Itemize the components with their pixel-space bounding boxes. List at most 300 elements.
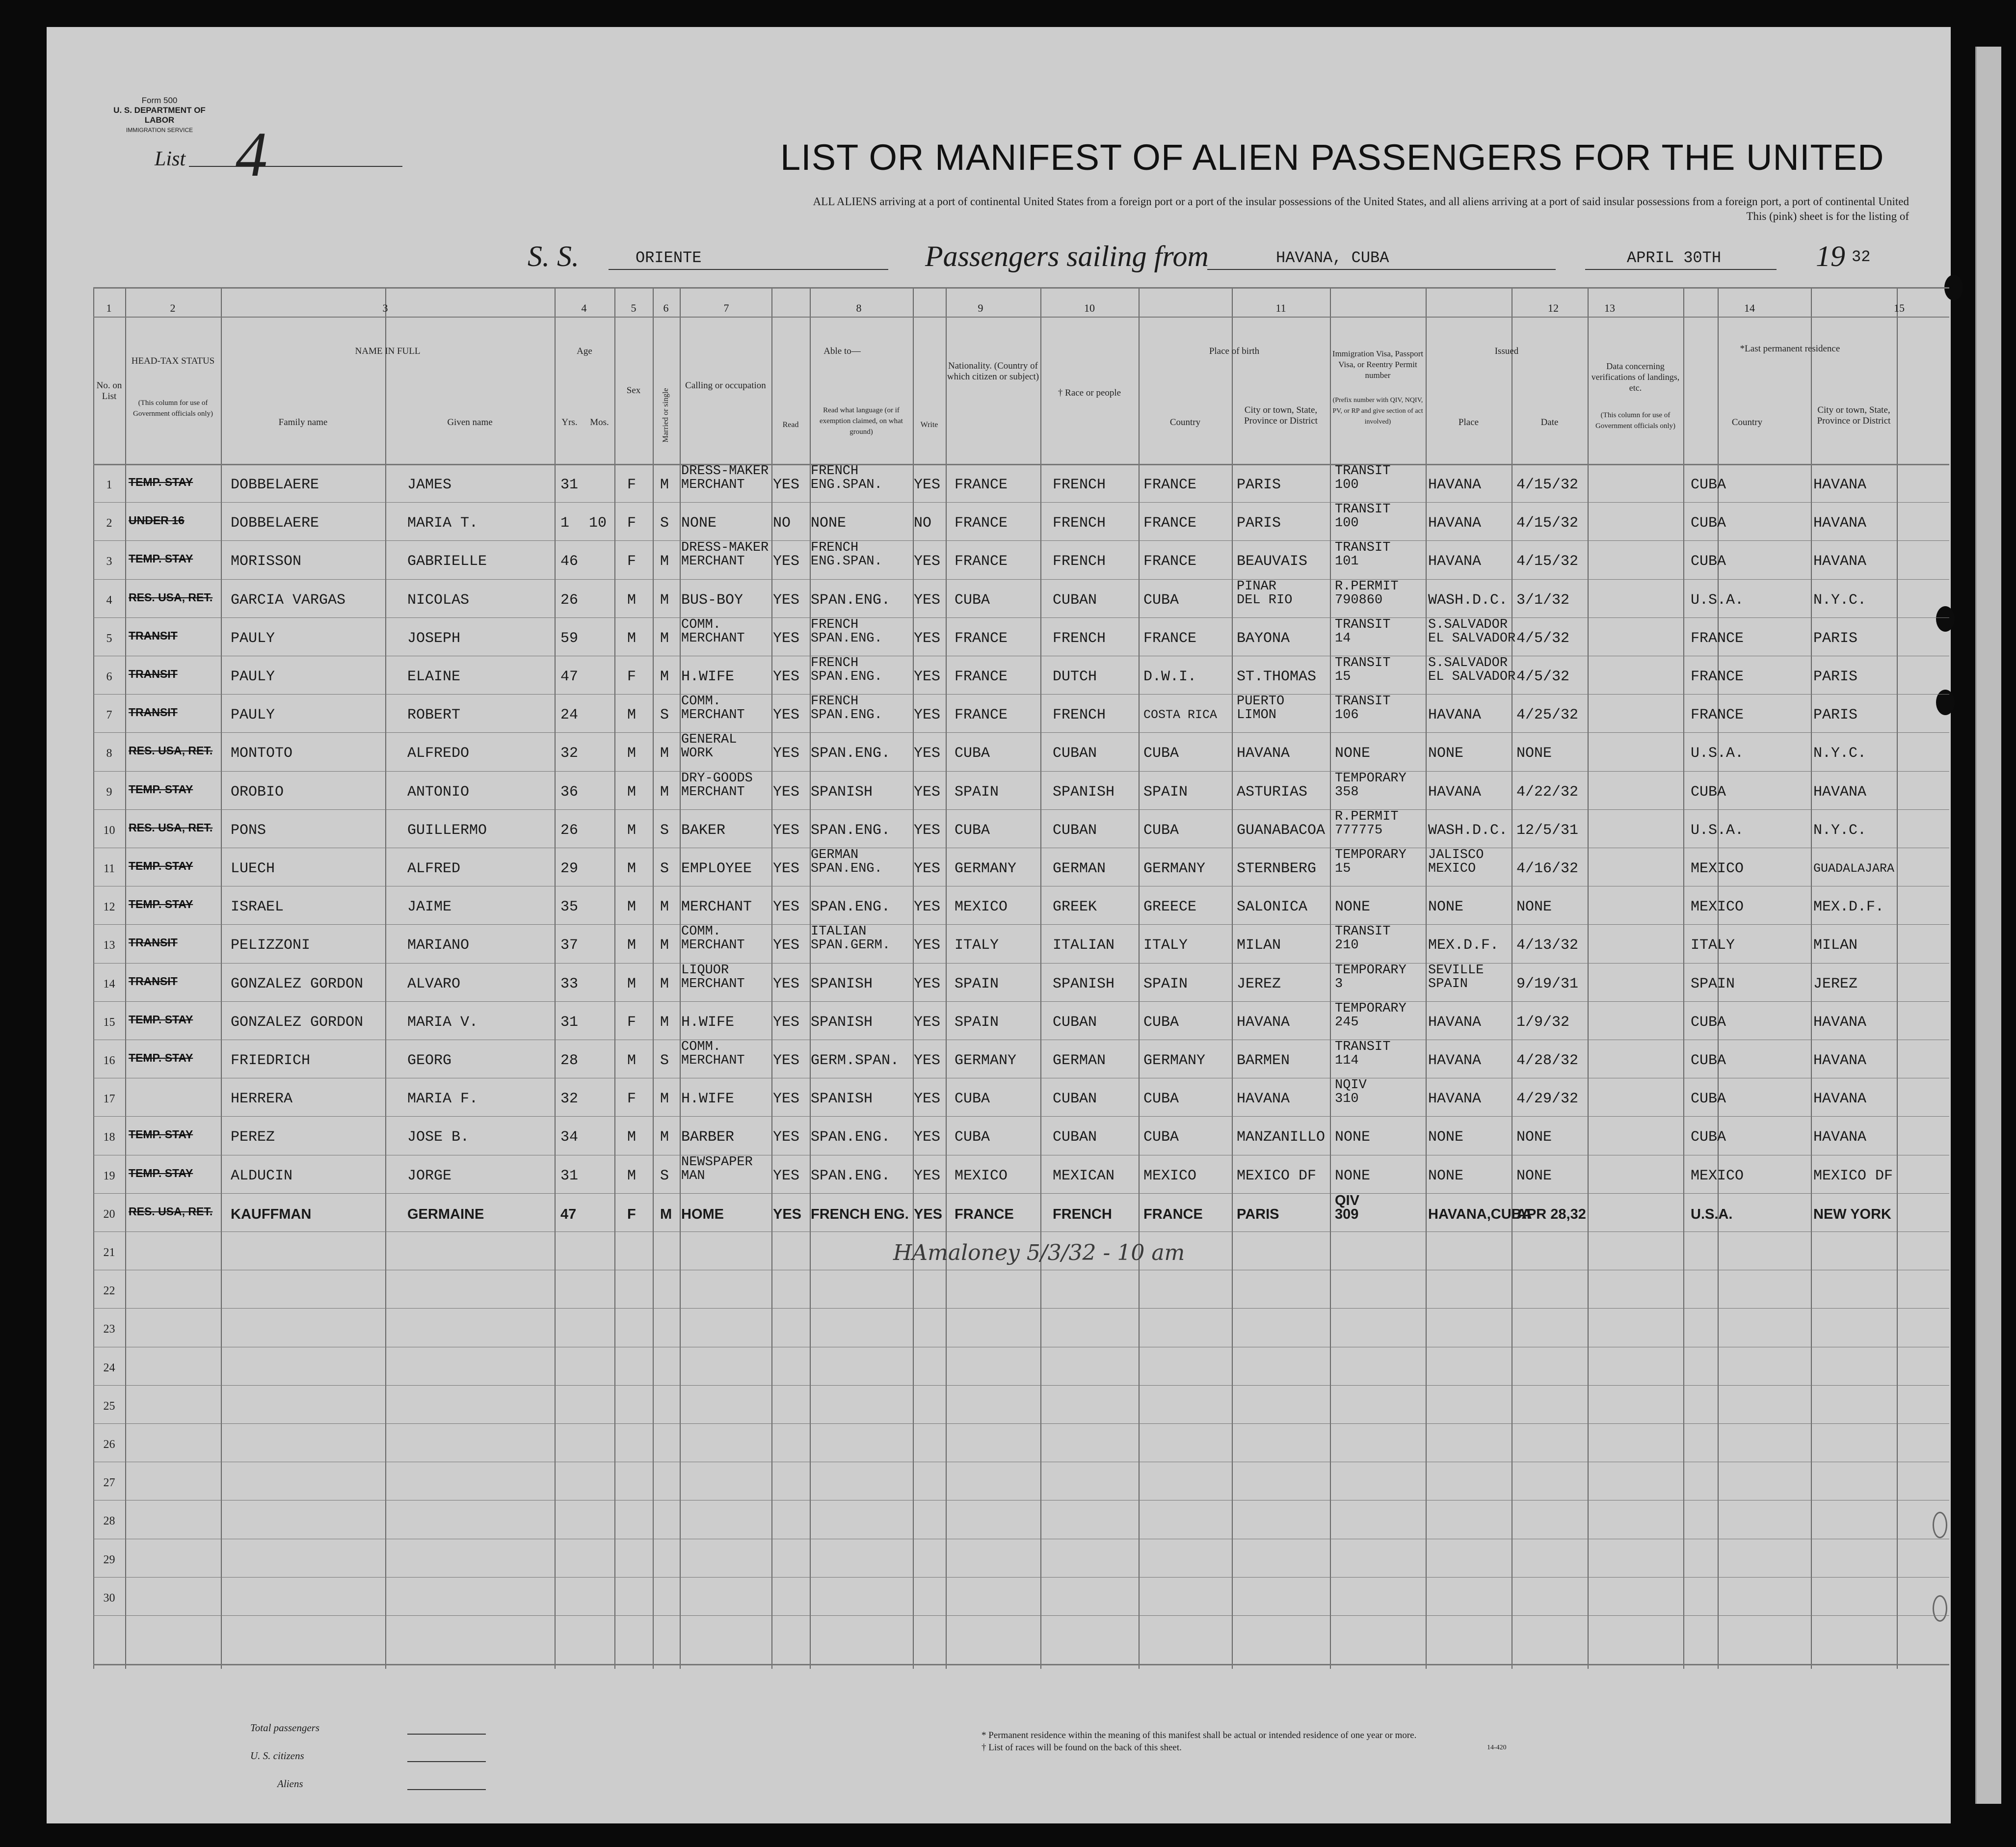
- total-line: [407, 1734, 486, 1735]
- header-able-to: Able to—: [823, 346, 861, 356]
- read-language: SPANISH: [811, 783, 873, 801]
- can-read: YES: [773, 1129, 800, 1146]
- header-head-tax-note: (This column for use of Government officials only): [133, 399, 213, 418]
- residence-city: PARIS: [1813, 707, 1858, 724]
- occupation: MERCHANT: [681, 1053, 745, 1068]
- ss-label: S. S.: [528, 240, 579, 272]
- visa-number: 15: [1335, 669, 1351, 684]
- occupation: H.WIFE: [681, 669, 735, 685]
- nationality: CUBA: [955, 745, 990, 762]
- visa-number: 790860: [1335, 592, 1383, 608]
- row-rule: [93, 1231, 1949, 1232]
- race: CUBAN: [1053, 745, 1097, 762]
- read-language: SPAN.ENG.: [811, 669, 882, 684]
- head-tax-stamp: TEMP. STAY: [129, 782, 193, 796]
- nationality: FRANCE: [955, 630, 1008, 647]
- can-read: YES: [773, 975, 800, 992]
- residence-city: HAVANA: [1813, 1129, 1867, 1146]
- issue-date: NONE: [1516, 1129, 1552, 1146]
- age-years: 26: [560, 822, 579, 839]
- given-name: GERMAINE: [407, 1206, 484, 1222]
- family-name: DOBBELAERE: [231, 515, 319, 532]
- header-family-name: Family name: [278, 417, 328, 428]
- can-write: YES: [914, 1129, 941, 1146]
- race: FRENCH: [1053, 553, 1106, 570]
- age-years: 31: [560, 1014, 579, 1031]
- birth-city: HAVANA: [1237, 745, 1290, 762]
- family-name: FRIEDRICH: [231, 1052, 311, 1069]
- birth-country: GERMANY: [1143, 1052, 1206, 1069]
- marital-status: M: [660, 477, 669, 493]
- residence-country: FRANCE: [1691, 669, 1744, 685]
- header-married: Married or single: [662, 388, 670, 443]
- sex: M: [627, 783, 637, 801]
- residence-country: MEXICO: [1691, 860, 1744, 877]
- form-header: [98, 96, 221, 135]
- residence-country: U.S.A.: [1691, 745, 1744, 762]
- department: U. S. DEPARTMENT OF LABOR: [113, 106, 206, 125]
- nationality: SPAIN: [955, 783, 999, 801]
- birth-city: HAVANA: [1237, 1091, 1290, 1108]
- race: FRENCH: [1053, 477, 1106, 493]
- given-name: ANTONIO: [407, 783, 470, 801]
- row-rule: [93, 540, 1949, 541]
- can-read: YES: [773, 745, 800, 762]
- header-place: Place: [1458, 417, 1479, 428]
- given-name: JAIME: [407, 899, 452, 916]
- head-tax-stamp: TRANSIT: [129, 936, 178, 949]
- row-number: 8: [106, 747, 112, 760]
- sex: M: [627, 707, 637, 724]
- can-read: YES: [773, 477, 800, 493]
- visa-number: 106: [1335, 708, 1359, 723]
- header-read: Read: [782, 421, 799, 429]
- issue-place: HAVANA: [1428, 707, 1482, 724]
- read-language: SPAN.ENG.: [811, 708, 882, 723]
- residence-country: U.S.A.: [1691, 822, 1744, 839]
- family-name: GONZALEZ GORDON: [231, 1014, 364, 1031]
- header-city: City or town, State, Province or District: [1244, 405, 1318, 426]
- age-years: 37: [560, 937, 579, 954]
- family-name: PONS: [231, 822, 266, 839]
- header-date: Date: [1540, 417, 1559, 428]
- occupation: MERCHANT: [681, 938, 745, 953]
- birth-country: SPAIN: [1143, 783, 1188, 801]
- row-number: 10: [103, 824, 115, 837]
- family-name: PAULY: [231, 630, 275, 647]
- row-number: 18: [103, 1131, 115, 1144]
- occupation: H.WIFE: [681, 1091, 735, 1108]
- can-write: YES: [914, 975, 941, 992]
- row-number: 14: [103, 977, 115, 990]
- header-issued: Issued: [1494, 346, 1519, 356]
- occupation: MERCHANT: [681, 478, 745, 492]
- birth-country: CUBA: [1143, 1129, 1179, 1146]
- row-number: 22: [103, 1285, 115, 1298]
- marital-status: M: [660, 1091, 669, 1108]
- issue-place: MEXICO: [1428, 861, 1476, 876]
- residence-city: HAVANA: [1813, 1052, 1867, 1069]
- age-years: 1: [560, 515, 570, 532]
- row-number: 30: [103, 1591, 115, 1605]
- family-name: MONTOTO: [231, 745, 293, 762]
- occupation: BARBER: [681, 1129, 735, 1146]
- race: GERMAN: [1053, 860, 1106, 877]
- birth-city: MILAN: [1237, 937, 1281, 954]
- given-name: NICOLAS: [407, 591, 470, 609]
- read-language: FRENCH: [811, 694, 859, 709]
- nationality: CUBA: [955, 591, 990, 609]
- family-name: ISRAEL: [231, 899, 284, 916]
- row-rule: [93, 1193, 1949, 1194]
- nationality: FRANCE: [955, 477, 1008, 493]
- issue-date: NONE: [1516, 1167, 1552, 1184]
- given-name: JOSEPH: [407, 630, 461, 647]
- sex: F: [627, 669, 637, 685]
- sex: M: [627, 745, 637, 762]
- given-name: JAMES: [407, 477, 452, 493]
- column-number: 2: [170, 302, 176, 314]
- row-rule: [93, 317, 1949, 318]
- birth-country: SPAIN: [1143, 975, 1188, 992]
- row-rule: [93, 579, 1949, 580]
- birth-city: PINAR: [1237, 579, 1277, 594]
- visa-number: 14: [1335, 631, 1351, 646]
- given-name: GABRIELLE: [407, 553, 487, 570]
- sailing-label: Passengers sailing from: [925, 240, 1209, 272]
- nationality: MEXICO: [955, 1167, 1008, 1184]
- birth-country: FRANCE: [1143, 1206, 1203, 1222]
- marital-status: S: [660, 515, 669, 532]
- visa-number: NONE: [1335, 745, 1371, 762]
- occupation: DRESS-MAKER: [681, 540, 769, 556]
- visa-number: 101: [1335, 554, 1359, 569]
- read-language: FRENCH: [811, 464, 859, 479]
- birth-city: ST.THOMAS: [1237, 669, 1317, 685]
- read-language: FRENCH: [811, 540, 859, 556]
- can-read: YES: [773, 937, 800, 954]
- manifest-table: [93, 287, 1949, 1669]
- read-language: SPAN.GERM.: [811, 938, 891, 953]
- row-number: 1: [106, 479, 112, 491]
- race: FRENCH: [1053, 1206, 1112, 1222]
- header-calling: Calling or occupation: [685, 380, 766, 391]
- issue-place: HAVANA: [1428, 1052, 1482, 1069]
- occupation: COMM.: [681, 694, 721, 709]
- occupation: BAKER: [681, 822, 726, 839]
- can-read: YES: [773, 669, 800, 685]
- occupation: MERCHANT: [681, 784, 745, 800]
- visa-number: 100: [1335, 478, 1359, 492]
- birth-city: MANZANILLO: [1237, 1129, 1326, 1146]
- age-years: 36: [560, 783, 579, 801]
- residence-country: CUBA: [1691, 1014, 1726, 1031]
- birth-country: CUBA: [1143, 1091, 1179, 1108]
- read-language: SPAN.ENG.: [811, 861, 882, 876]
- sex: F: [627, 553, 637, 570]
- visa-number: TEMPORARY: [1335, 771, 1406, 786]
- row-number: 6: [106, 670, 112, 683]
- occupation: MERCHANT: [681, 631, 745, 646]
- race: SPANISH: [1053, 975, 1115, 992]
- residence-city: N.Y.C.: [1813, 591, 1867, 609]
- family-name: DOBBELAERE: [231, 477, 319, 493]
- head-tax-stamp: TEMP. STAY: [129, 1013, 193, 1026]
- column-number: 12: [1548, 302, 1559, 314]
- issue-place: EL SALVADOR: [1428, 669, 1516, 684]
- read-language: SPANISH: [811, 1014, 873, 1031]
- occupation: MERCHANT: [681, 708, 745, 723]
- issue-date: 4/5/32: [1516, 630, 1570, 647]
- occupation: COMM.: [681, 924, 721, 939]
- aliens-line: [407, 1789, 486, 1790]
- birth-city: GUANABACOA: [1237, 822, 1326, 839]
- can-read: YES: [773, 1091, 800, 1108]
- family-name: PAULY: [231, 669, 275, 685]
- issue-place: MEX.D.F.: [1428, 937, 1499, 954]
- issue-place: HAVANA: [1428, 553, 1482, 570]
- issue-date: 9/19/31: [1516, 975, 1579, 992]
- row-number: 2: [106, 517, 112, 530]
- citizens-line: [407, 1761, 486, 1762]
- birth-city: DEL RIO: [1237, 592, 1293, 608]
- given-name: MARIA F.: [407, 1091, 478, 1108]
- sex: M: [627, 1129, 637, 1146]
- can-write: YES: [914, 937, 941, 954]
- age-years: 46: [560, 553, 579, 570]
- row-rule: [93, 1615, 1949, 1616]
- column-number: 3: [382, 302, 388, 314]
- row-number: 5: [106, 632, 112, 645]
- head-tax-stamp: TEMP. STAY: [129, 1128, 193, 1141]
- column-number: 5: [631, 302, 637, 314]
- residence-country: MEXICO: [1691, 1167, 1744, 1184]
- header-place-of-birth: Place of birth: [1209, 346, 1260, 356]
- marital-status: M: [660, 591, 669, 609]
- issue-date: 4/13/32: [1516, 937, 1579, 954]
- residence-country: CUBA: [1691, 515, 1726, 532]
- read-language: SPAN.ENG.: [811, 1129, 891, 1146]
- visa-number: TEMPORARY: [1335, 848, 1406, 862]
- given-name: GEORG: [407, 1052, 452, 1069]
- given-name: JORGE: [407, 1167, 452, 1184]
- age-years: 32: [560, 745, 579, 762]
- can-read: YES: [773, 707, 800, 724]
- age-years: 31: [560, 477, 579, 493]
- column-number: 15: [1894, 302, 1905, 314]
- marital-status: M: [660, 553, 669, 570]
- inspector-signature: HAmaloney 5/3/32 - 10 am: [893, 1240, 1185, 1265]
- issue-date: 1/9/32: [1516, 1014, 1570, 1031]
- column-number: 8: [856, 302, 862, 314]
- row-number: 16: [103, 1054, 115, 1067]
- read-language: ENG.SPAN.: [811, 554, 882, 569]
- head-tax-stamp: TEMP. STAY: [129, 898, 193, 911]
- visa-number: TRANSIT: [1335, 617, 1391, 632]
- issue-place: S.SALVADOR: [1428, 617, 1508, 632]
- next-sheet-edge: [1975, 47, 2001, 1804]
- residence-city: N.Y.C.: [1813, 822, 1867, 839]
- issue-date: 4/22/32: [1516, 783, 1579, 801]
- issue-place: NONE: [1428, 1129, 1464, 1146]
- occupation: DRESS-MAKER: [681, 464, 769, 479]
- can-read: NO: [773, 515, 791, 532]
- issue-place: SPAIN: [1428, 976, 1468, 991]
- read-language: SPAN.ENG.: [811, 591, 891, 609]
- age-years: 28: [560, 1052, 579, 1069]
- age-years: 32: [560, 1091, 579, 1108]
- occupation: HOME: [681, 1206, 724, 1222]
- header-head-tax: HEAD-TAX STATUS: [131, 356, 215, 366]
- sex: M: [627, 937, 637, 954]
- row-rule: [93, 1308, 1949, 1309]
- residence-city: HAVANA: [1813, 1014, 1867, 1031]
- can-read: YES: [773, 1206, 802, 1222]
- age-years: 29: [560, 860, 579, 877]
- issue-place: EL SALVADOR: [1428, 631, 1516, 646]
- nationality: CUBA: [955, 822, 990, 839]
- birth-country: MEXICO: [1143, 1167, 1197, 1184]
- can-write: YES: [914, 553, 941, 570]
- issue-date: 4/5/32: [1516, 669, 1570, 685]
- issue-place: NONE: [1428, 1167, 1464, 1184]
- header-data-concerning: Data concerning verifications of landings, etc.: [1591, 361, 1680, 393]
- row-rule: [93, 694, 1949, 695]
- read-language: SPAN.ENG.: [811, 745, 891, 762]
- sex: M: [627, 1052, 637, 1069]
- nationality: CUBA: [955, 1129, 990, 1146]
- occupation: COMM.: [681, 617, 721, 632]
- issue-date: 4/15/32: [1516, 477, 1579, 493]
- footnote-residence: * Permanent residence within the meaning of this manifest shall be actual or intended residence of one year or more.: [981, 1730, 1417, 1740]
- occupation: BUS-BOY: [681, 591, 743, 609]
- visa-number: TRANSIT: [1335, 464, 1391, 479]
- issue-date: 4/29/32: [1516, 1091, 1579, 1108]
- row-number: 13: [103, 939, 115, 952]
- residence-country: FRANCE: [1691, 707, 1744, 724]
- race: CUBAN: [1053, 1091, 1097, 1108]
- age-years: 26: [560, 591, 579, 609]
- page-title: LIST OR MANIFEST OF ALIEN PASSENGERS FOR THE UNITED: [780, 137, 1884, 178]
- race: GERMAN: [1053, 1052, 1106, 1069]
- residence-city: NEW YORK: [1813, 1206, 1891, 1222]
- column-number: 9: [978, 302, 983, 314]
- nationality: GERMANY: [955, 860, 1017, 877]
- birth-country: COSTA RICA: [1143, 708, 1218, 723]
- birth-city: STERNBERG: [1237, 860, 1317, 877]
- row-rule: [93, 1577, 1949, 1578]
- visa-number: R.PERMIT: [1335, 809, 1399, 824]
- column-number: 6: [663, 302, 669, 314]
- family-name: HERRERA: [231, 1091, 293, 1108]
- can-write: YES: [914, 1091, 941, 1108]
- issue-date: 4/25/32: [1516, 707, 1579, 724]
- birth-city: MEXICO DF: [1237, 1167, 1317, 1184]
- issue-place: HAVANA: [1428, 1091, 1482, 1108]
- can-write: YES: [914, 860, 941, 877]
- row-rule: [93, 809, 1949, 810]
- column-number: 1: [106, 302, 112, 314]
- visa-number: 309: [1335, 1206, 1359, 1222]
- issue-date: APR 28,32: [1516, 1206, 1586, 1222]
- age-months: 10: [589, 515, 607, 532]
- visa-number: 15: [1335, 861, 1351, 876]
- birth-city: HAVANA: [1237, 1014, 1290, 1031]
- can-read: YES: [773, 822, 800, 839]
- row-number: 20: [103, 1207, 115, 1221]
- header-mos: Mos.: [590, 417, 609, 428]
- row-number: 24: [103, 1361, 115, 1374]
- visa-number: R.PERMIT: [1335, 579, 1399, 594]
- occupation: NONE: [681, 515, 717, 532]
- column-number: 13: [1604, 302, 1615, 314]
- marital-status: M: [660, 937, 669, 954]
- race: CUBAN: [1053, 822, 1097, 839]
- residence-city: PARIS: [1813, 669, 1858, 685]
- family-name: LUECH: [231, 860, 275, 877]
- occupation: WORK: [681, 746, 713, 761]
- can-write: YES: [914, 707, 941, 724]
- read-language: FRENCH ENG.: [811, 1206, 909, 1222]
- visa-number: 100: [1335, 516, 1359, 531]
- visa-number: NONE: [1335, 1129, 1371, 1146]
- occupation: DRY-GOODS: [681, 771, 753, 786]
- can-read: YES: [773, 1167, 800, 1184]
- family-name: PAULY: [231, 707, 275, 724]
- marital-status: M: [660, 899, 669, 916]
- head-tax-stamp: TEMP. STAY: [129, 1166, 193, 1179]
- visa-number: TRANSIT: [1335, 1040, 1391, 1054]
- given-name: GUILLERMO: [407, 822, 487, 839]
- nationality: FRANCE: [955, 553, 1008, 570]
- header-age: Age: [577, 346, 592, 356]
- subtitle-line-2: This (pink) sheet is for the listing of: [1746, 210, 1909, 222]
- row-number: 12: [103, 901, 115, 914]
- head-tax-stamp: TEMP. STAY: [129, 1051, 193, 1064]
- nationality: GERMANY: [955, 1052, 1017, 1069]
- column-number: 14: [1744, 302, 1755, 314]
- age-years: 24: [560, 707, 579, 724]
- issue-date: 4/15/32: [1516, 553, 1579, 570]
- issue-date: 4/15/32: [1516, 515, 1579, 532]
- sex: M: [627, 975, 637, 992]
- occupation: EMPLOYEE: [681, 860, 752, 877]
- row-rule: [93, 1001, 1949, 1002]
- residence-city: MILAN: [1813, 937, 1858, 954]
- can-write: YES: [914, 1052, 941, 1069]
- race: CUBAN: [1053, 1129, 1097, 1146]
- row-rule: [93, 1664, 1949, 1665]
- row-number: 23: [103, 1323, 115, 1336]
- can-write: NO: [914, 515, 932, 532]
- race: FRENCH: [1053, 630, 1106, 647]
- form-number: Form 500: [141, 96, 178, 105]
- can-write: YES: [914, 477, 941, 493]
- age-years: 35: [560, 899, 579, 916]
- given-name: ROBERT: [407, 707, 461, 724]
- subtitle-line-1: ALL ALIENS arriving at a port of continental United States from a foreign port or a port of the insular possessions of the United States, and all aliens arriving at a port of said insular possessions from a foreign port, a port of continental United: [813, 195, 1909, 208]
- marital-status: M: [660, 745, 669, 762]
- list-label: List: [155, 148, 186, 170]
- race: CUBAN: [1053, 591, 1097, 609]
- issue-place: HAVANA: [1428, 477, 1482, 493]
- issue-place: HAVANA,CUBA: [1428, 1206, 1532, 1222]
- age-years: 47: [560, 669, 579, 685]
- residence-country: SPAIN: [1691, 975, 1735, 992]
- visa-number: 310: [1335, 1092, 1359, 1107]
- race: FRENCH: [1053, 515, 1106, 532]
- issue-place: WASH.D.C.: [1428, 591, 1508, 609]
